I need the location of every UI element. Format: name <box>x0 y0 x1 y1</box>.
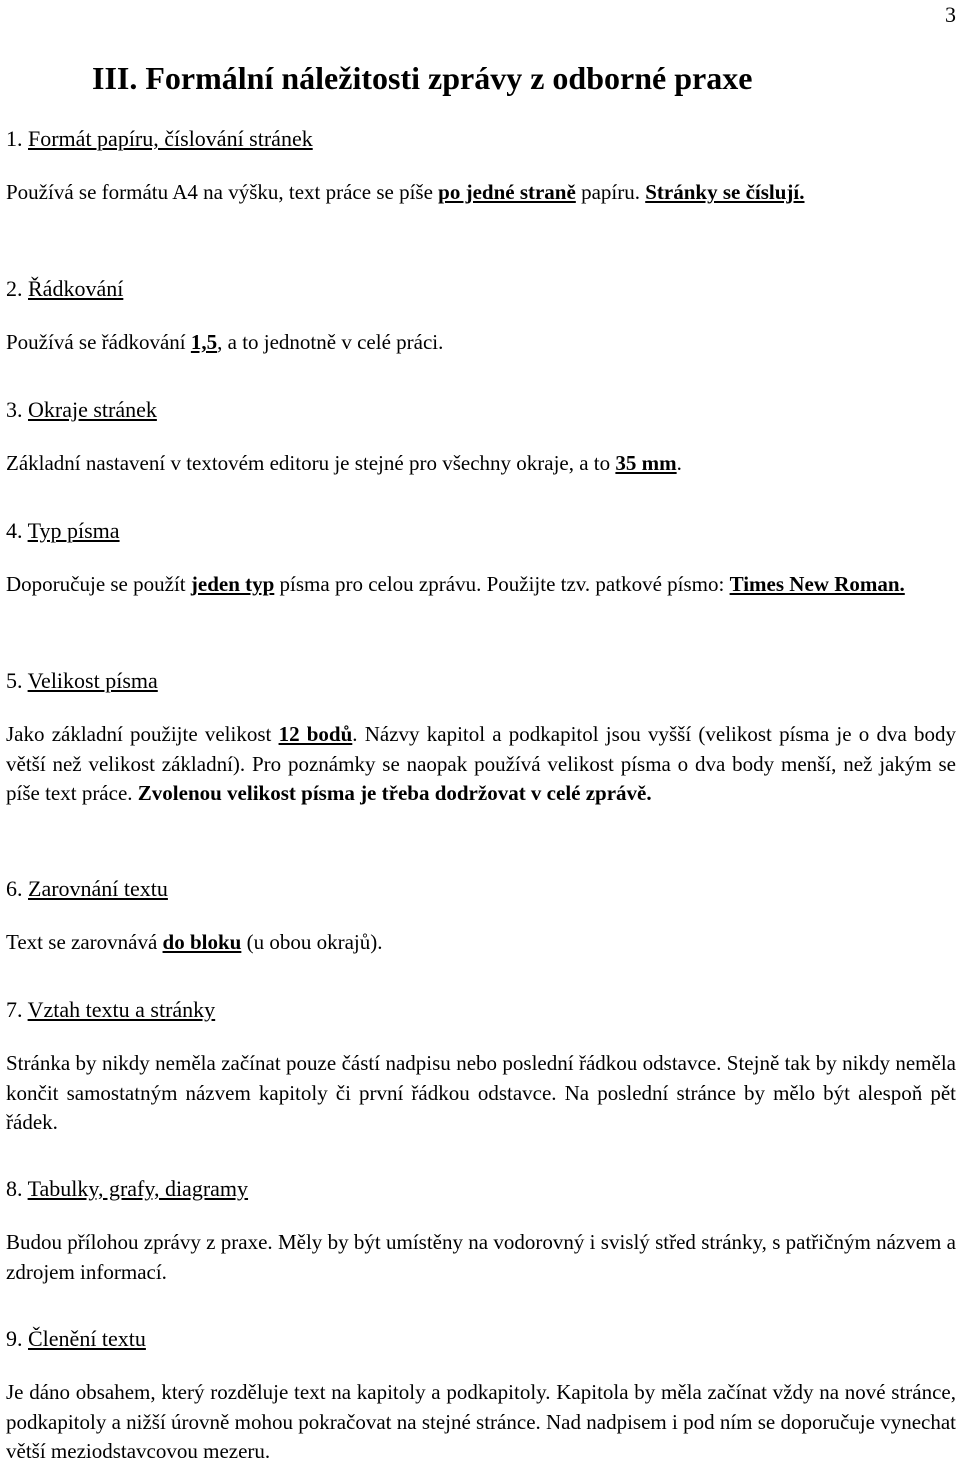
section-heading <box>6 874 956 904</box>
emphasis-text: jeden typ <box>190 572 275 596</box>
emphasis-text: Stránky se číslují. <box>645 180 805 204</box>
section-heading-text: Okraje stránek <box>28 397 157 422</box>
section-heading-text: Typ písma <box>27 518 120 543</box>
body-text: Používá se řádkování <box>6 330 191 354</box>
section-body <box>6 928 956 958</box>
section-heading <box>6 995 956 1025</box>
section-line-spacing <box>6 274 956 358</box>
body-text: Text se zarovnává <box>6 930 163 954</box>
section-heading <box>6 1324 956 1354</box>
section-heading <box>6 1174 956 1204</box>
body-text: . Názvy kapitol a podkapitol jsou vyšší (velikost písma je o dva body větší než velikost základní). Pro poznámky se naopak používá velikost písma o dva body menší, než jakým se píše text práce. <box>6 722 956 805</box>
section-number: 3. <box>6 397 23 422</box>
section-heading-text: Velikost písma <box>27 668 158 693</box>
body-text: , a to jednotně v celé práci. <box>217 330 444 354</box>
emphasis-text: 1,5 <box>190 330 218 354</box>
section-text-page-relation <box>6 995 956 1138</box>
section-body <box>6 1049 956 1138</box>
section-heading <box>6 395 956 425</box>
emphasis-text: do bloku <box>162 930 242 954</box>
body-text: Doporučuje se použít <box>6 572 191 596</box>
body-text: Používá se formátu A4 na výšku, text práce se píše <box>6 180 439 204</box>
body-text: Je dáno obsahem, který rozděluje text na kapitoly a podkapitoly. Kapitola by měla začínat vždy na nové stránce, podkapitoly a nižší úrovně mohou pokračovat na stejné stránce. Nad nadpisem i pod ním se doporučuje vynechat větší meziodstavcovou mezeru. <box>6 1380 956 1463</box>
body-text: Stránka by nikdy neměla začínat pouze částí nadpisu nebo poslední řádkou odstavce. Stejně tak by nikdy neměla končit samostatným názvem kapitoly či první řádkou odstavce. Na poslední stránce by mělo být alespoň pět řádek. <box>6 1051 956 1134</box>
emphasis-text: Times New Roman. <box>729 572 905 596</box>
section-body <box>6 720 956 809</box>
section-number: 6. <box>6 876 23 901</box>
section-text-alignment <box>6 874 956 958</box>
section-heading-text: Zarovnání textu <box>28 876 168 901</box>
section-paper-format <box>6 124 956 208</box>
section-font-size <box>6 666 956 809</box>
section-heading <box>6 124 956 154</box>
section-text-structure <box>6 1324 956 1467</box>
section-body <box>6 1228 956 1287</box>
body-text: Základní nastavení v textovém editoru je stejné pro všechny okraje, a to <box>6 451 616 475</box>
section-number: 9. <box>6 1326 23 1351</box>
body-text: Jako základní použijte velikost <box>6 722 279 746</box>
emphasis-text: po jedné straně <box>438 180 576 204</box>
section-number: 5. <box>6 668 23 693</box>
section-number: 1. <box>6 126 23 151</box>
body-text: . <box>676 451 682 475</box>
body-text: písma pro celou zprávu. Použijte tzv. patkové písmo: <box>274 572 730 596</box>
section-heading-text: Formát papíru, číslování stránek <box>28 126 313 151</box>
section-font-type <box>6 516 956 600</box>
section-body <box>6 328 956 358</box>
section-heading <box>6 516 956 546</box>
section-body <box>6 178 956 208</box>
section-body <box>6 1378 956 1467</box>
emphasis-text: 35 mm <box>615 451 677 475</box>
section-heading-text: Tabulky, grafy, diagramy <box>27 1176 249 1201</box>
section-heading-text: Vztah textu a stránky <box>27 997 216 1022</box>
page-title: III. Formální náležitosti zprávy z odborné praxe <box>92 60 753 96</box>
section-body <box>6 570 956 600</box>
section-number: 2. <box>6 276 23 301</box>
page-number: 3 <box>945 2 956 27</box>
section-heading <box>6 274 956 304</box>
section-body <box>6 449 956 479</box>
body-text: Budou přílohou zprávy z praxe. Měly by být umístěny na vodorovný i svislý střed stránky, s patřičným názvem a zdrojem informací. <box>6 1230 956 1284</box>
emphasis-text: Zvolenou velikost písma je třeba dodržovat v celé zprávě. <box>137 781 652 805</box>
section-tables-charts <box>6 1174 956 1287</box>
body-text: (u obou okrajů). <box>241 930 383 954</box>
section-number: 8. <box>6 1176 23 1201</box>
section-number: 4. <box>6 518 23 543</box>
section-margins <box>6 395 956 479</box>
emphasis-text: 12 bodů <box>278 722 353 746</box>
section-heading-text: Řádkování <box>28 276 124 301</box>
body-text: papíru. <box>575 180 646 204</box>
section-number: 7. <box>6 997 23 1022</box>
section-heading <box>6 666 956 696</box>
section-heading-text: Členění textu <box>28 1326 146 1351</box>
